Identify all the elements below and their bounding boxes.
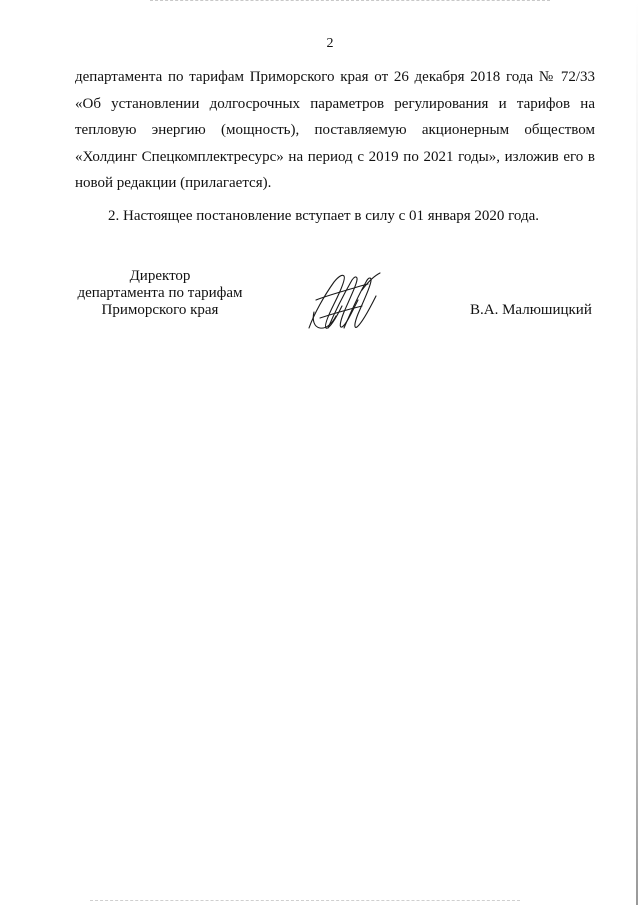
position-line-department: департамента по тарифам <box>77 285 243 301</box>
handwritten-signature <box>306 270 386 332</box>
page-number: 2 <box>326 36 334 51</box>
scan-artifact-bottom <box>90 900 520 903</box>
scan-artifact-top <box>150 0 550 3</box>
paragraph-continuation: департамента по тарифам Приморского края от 26 декабря 2018 года № 72/33 «Об установлении долгосрочных параметров регулирования и тарифов на тепловую энергию (мощность), поставляемую акционерным обществом «Холдинг Спецкомплектресурс» на период с 2019 по 2021 годы», изложив его в новой редакции (прилагается). <box>75 69 595 191</box>
signer-name: В.А. Малюшицкий <box>470 302 592 318</box>
document-body <box>75 64 595 229</box>
position-line-region: Приморского края <box>101 302 219 318</box>
scan-artifact-right-edge <box>636 0 638 905</box>
paragraph-effective-date: 2. Настоящее постановление вступает в силу с 01 января 2020 года. <box>108 207 540 224</box>
signatory-position <box>60 268 260 319</box>
position-line-director: Директор <box>129 268 191 284</box>
